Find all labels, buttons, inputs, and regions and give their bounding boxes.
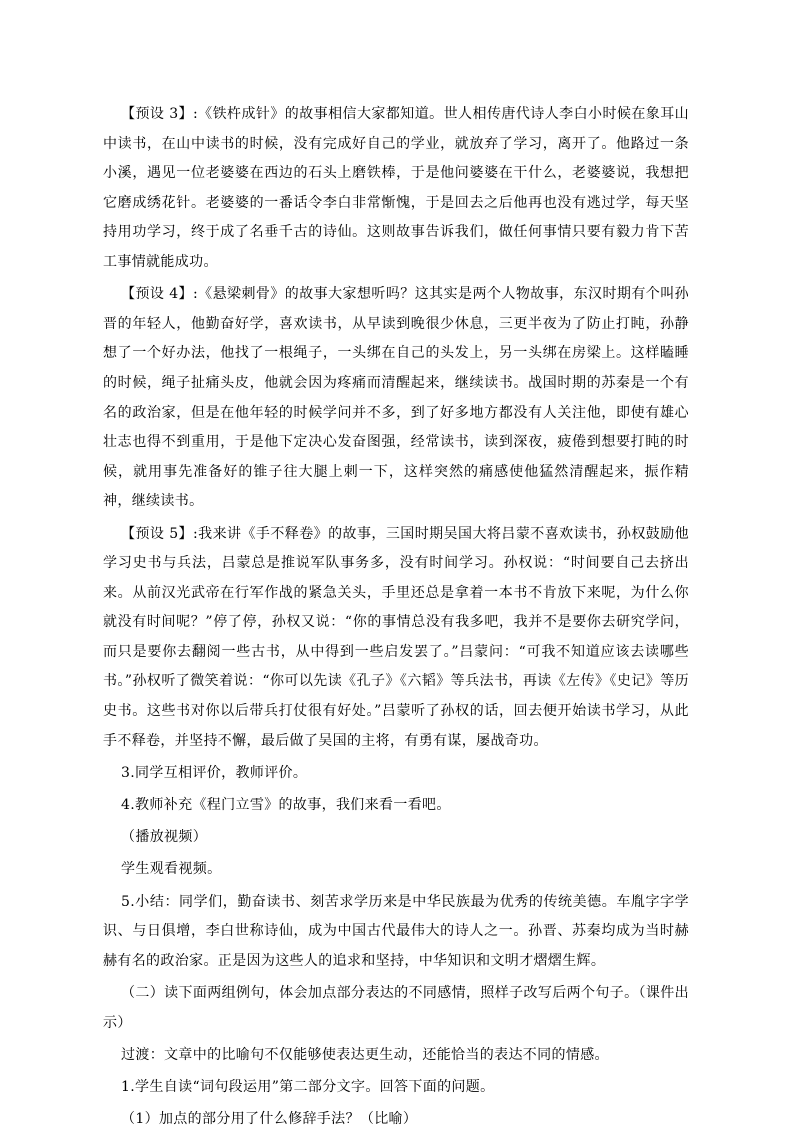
paragraph-watch-video: 学生观看视频。 — [121, 861, 222, 878]
paragraph-preset-3: 【预设 3】:《铁杵成针》的故事相信大家都知道。世人相传唐代诗人李白小时候在象耳山中读书，在山中读书的时候，没有完成好自己的学业，就放弃了学习，离开了。他路过一条小溪，遇见一位老婆婆在西边的石头上磨铁棒，于是他问婆婆在干什么，老婆婆说，我想把它磨成绣花针。老婆婆的一番话令李白非常惭愧，于是回去之后他再也没有逃过学，每天坚持用功学习，终于成了名垂千古的诗仙。这则故事告诉我们，做任何事情只要有毅力肯下苦工事情就能成功。 — [103, 106, 689, 270]
paragraph-summary: 5.小结：同学们，勤奋读书、刻苦求学历来是中华民族最为优秀的传统美德。车胤字字学识、与日俱增，李白世称诗仙，成为中国古代最伟大的诗人之一。孙晋、苏秦均成为当时赫赫有名的政治家。正是因为这些人的追求和坚持，中华知识和文明才熠熠生辉。 — [103, 893, 689, 969]
paragraph-play-video: （播放视频） — [121, 829, 208, 846]
document-body — [103, 100, 689, 1137]
paragraph-peer-evaluation: 3.同学互相评价，教师评价。 — [121, 764, 308, 781]
paragraph-preset-4: 【预设 4】:《悬梁刺骨》的故事大家想听吗？这其实是两个人物故事，东汉时期有个叫孙晋的年轻人，他勤奋好学，喜欢读书，从早读到晚很少休息，三更半夜为了防止打盹，孙静想了一个好办法，他找了一根绳子，一头绑在自己的头发上，另一头绑在房梁上。这样瞌睡的时候，绳子扯痛头皮，他就会因为疼痛而清醒起来，继续读书。战国时期的苏秦是一个有名的政治家，但是在他年轻的时候学问并不多，到了好多地方都没有人关注他，即使有雄心壮志也得不到重用，于是他下定决心发奋图强，经常读书，读到深夜，疲倦到想要打盹的时候，就用事先准备好的锥子往大腿上刺一下，这样突然的痛感使他猛然清醒起来，振作精神，继续读书。 — [103, 286, 689, 510]
paragraph-self-reading: 1.学生自读“词句段运用”第二部分文字。回答下面的问题。 — [121, 1078, 495, 1095]
paragraph-teacher-supplement: 4.教师补充《程门立雪》的故事，我们来看一看吧。 — [121, 797, 451, 814]
paragraph-question-1: （1）加点的部分用了什么修辞手法？（比喻） — [121, 1111, 418, 1128]
paragraph-section-two: （二）读下面两组例句，体会加点部分表达的不同感情，照样子改写后两个句子。（课件出示） — [103, 984, 689, 1031]
paragraph-transition: 过渡：文章中的比喻句不仅能够使表达更生动，还能恰当的表达不同的情感。 — [121, 1046, 609, 1063]
paragraph-preset-5: 【预设 5】:我来讲《手不释卷》的故事，三国时期吴国大将吕蒙不喜欢读书，孙权鼓励他学习史书与兵法，吕蒙总是推说军队事务多，没有时间学习。孙权说：“时间要自己去挤出来。从前汉光武帝在行军作战的紧急关头，手里还总是拿着一本书不肯放下来呢，为什么你就没有时间呢？”停了停，孙权又说：“你的事情总没有我多吧，我并不是要你去研究学问，而只是要你去翻阅一些古书，从中得到一些启发罢了。”吕蒙问：“可我不知道应该去读哪些书。”孙权听了微笑着说：“你可以先读《孔子》《六韬》等兵法书，再读《左传》《史记》等历史书。这些书对你以后带兵打仗很有好处。”吕蒙听了孙权的话，回去便开始读书学习，从此手不释卷，并坚持不懈，最后做了吴国的主将，有勇有谋，屡战奇功。 — [103, 525, 689, 749]
